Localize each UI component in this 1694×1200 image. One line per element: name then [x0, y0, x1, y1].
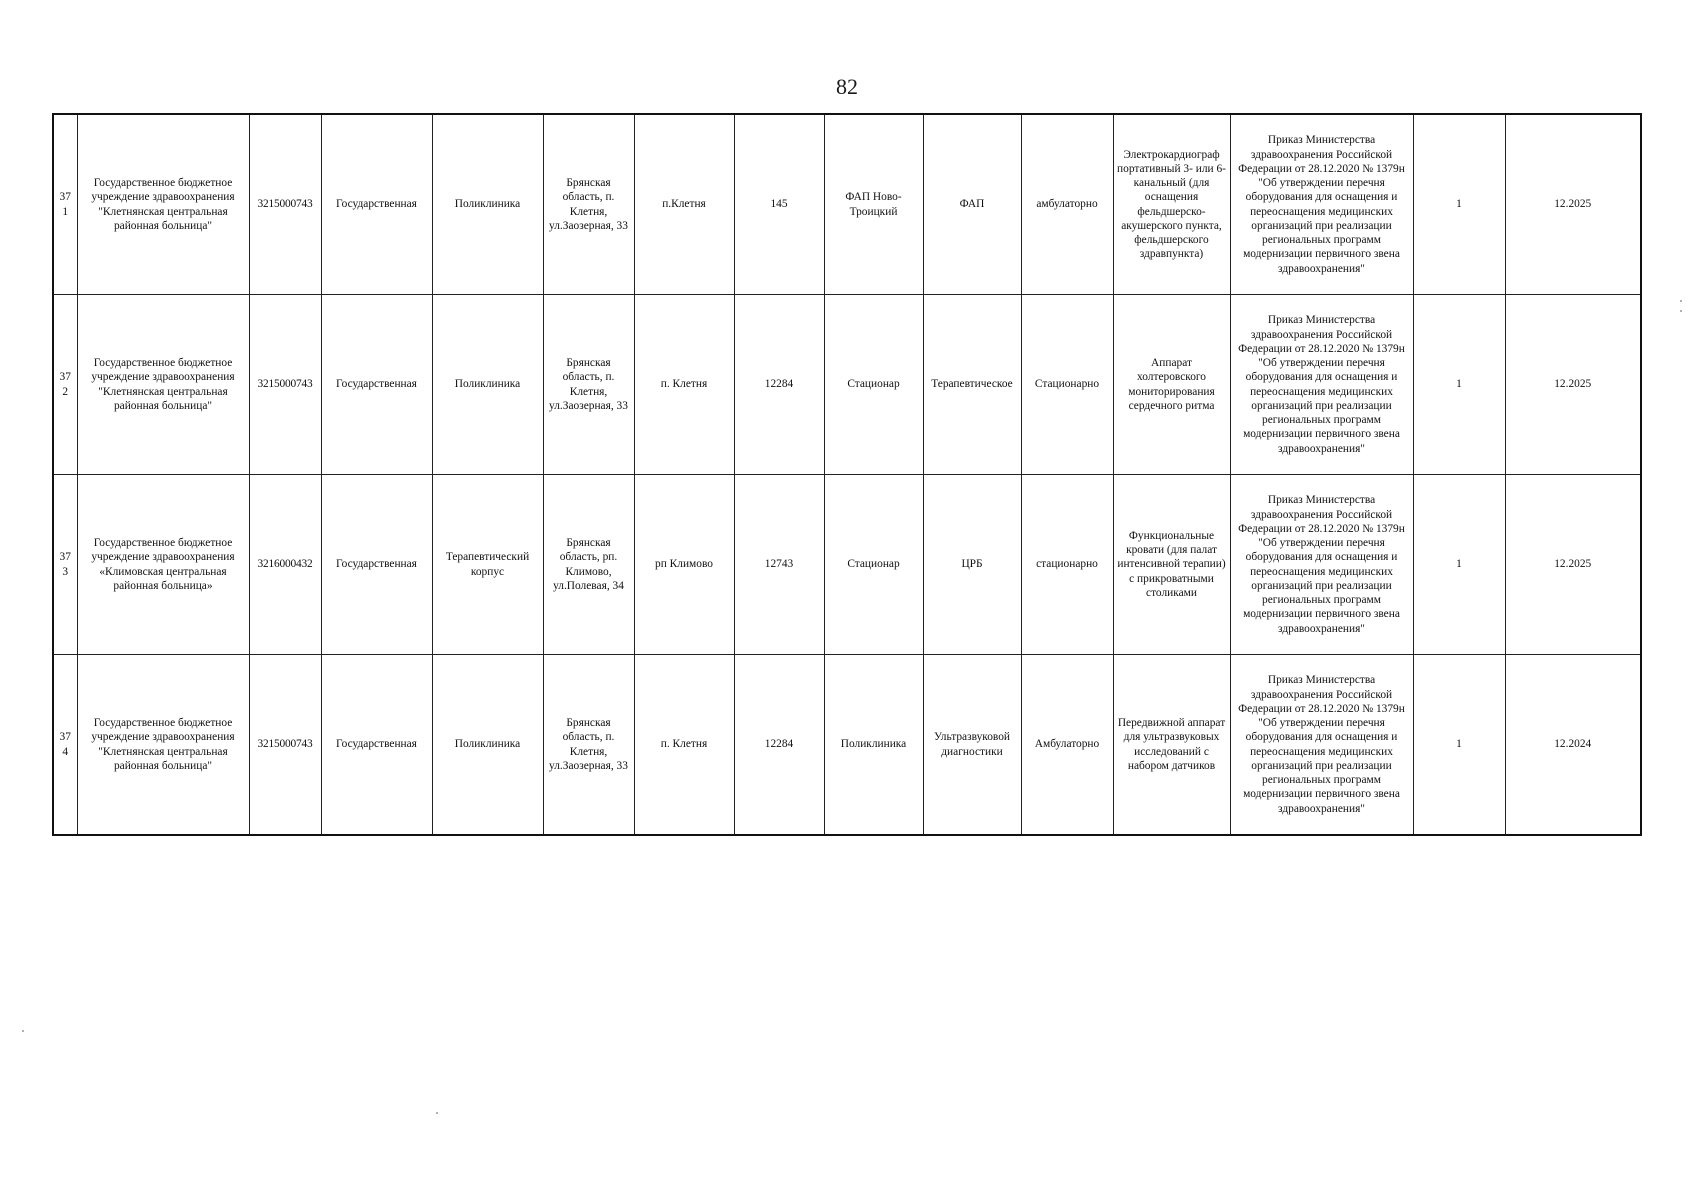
- ownership-type: Государственная: [321, 114, 432, 295]
- quantity: 1: [1413, 475, 1505, 655]
- inn-code: 3215000743: [249, 114, 321, 295]
- care-conditions: Стационарно: [1021, 295, 1113, 475]
- care-conditions: Амбулаторно: [1021, 655, 1113, 836]
- organization-name: Государственное бюджетное учреждение здравоохранения "Клетнянская центральная районная больница": [77, 114, 249, 295]
- locality: п. Клетня: [634, 295, 734, 475]
- quantity: 1: [1413, 114, 1505, 295]
- equipment-name: Функциональные кровати (для палат интенсивной терапии) с прикроватными столиками: [1113, 475, 1230, 655]
- locality: п. Клетня: [634, 655, 734, 836]
- ownership-type: Государственная: [321, 475, 432, 655]
- scan-speck: [436, 1112, 438, 1114]
- scan-speck: [1680, 310, 1682, 312]
- ownership-type: Государственная: [321, 655, 432, 836]
- address: Брянская область, п. Клетня, ул.Заозерная, 33: [543, 114, 634, 295]
- profile: ФАП: [923, 114, 1021, 295]
- legal-basis: Приказ Министерства здравоохранения Российской Федерации от 28.12.2020 № 1379н "Об утверждении перечня оборудования для оснащения и переоснащения медицинских организаций при реализации региональных программ модернизации первичного звена здравоохранения": [1230, 655, 1413, 836]
- row-number: 374: [53, 655, 77, 836]
- scan-speck: [1680, 300, 1682, 302]
- subdivision: ФАП Ново-Троицкий: [824, 114, 923, 295]
- quantity: 1: [1413, 295, 1505, 475]
- address: Брянская область, п. Клетня, ул.Заозерная, 33: [543, 655, 634, 836]
- legal-basis: Приказ Министерства здравоохранения Российской Федерации от 28.12.2020 № 1379н "Об утверждении перечня оборудования для оснащения и переоснащения медицинских организаций при реализации региональных программ модернизации первичного звена здравоохранения": [1230, 475, 1413, 655]
- equipment-table: [52, 113, 1642, 836]
- care-conditions: стационарно: [1021, 475, 1113, 655]
- facility-code: 145: [734, 114, 824, 295]
- organization-name: Государственное бюджетное учреждение здравоохранения "Клетнянская центральная районная больница": [77, 295, 249, 475]
- address: Брянская область, п. Клетня, ул.Заозерная, 33: [543, 295, 634, 475]
- equipment-name: Передвижной аппарат для ультразвуковых исследований с набором датчиков: [1113, 655, 1230, 836]
- table-row: [53, 295, 1641, 475]
- profile: Терапевтическое: [923, 295, 1021, 475]
- inn-code: 3215000743: [249, 295, 321, 475]
- ownership-type: Государственная: [321, 295, 432, 475]
- row-number: 371: [53, 114, 77, 295]
- care-conditions: амбулаторно: [1021, 114, 1113, 295]
- delivery-date: 12.2025: [1505, 295, 1641, 475]
- building-name: Поликлиника: [432, 655, 543, 836]
- delivery-date: 12.2025: [1505, 475, 1641, 655]
- locality: рп Климово: [634, 475, 734, 655]
- locality: п.Клетня: [634, 114, 734, 295]
- table-row: [53, 475, 1641, 655]
- subdivision: Стационар: [824, 295, 923, 475]
- inn-code: 3216000432: [249, 475, 321, 655]
- row-number: 373: [53, 475, 77, 655]
- organization-name: Государственное бюджетное учреждение здравоохранения «Климовская центральная районная больница»: [77, 475, 249, 655]
- equipment-name: Электрокардиограф портативный 3- или 6-канальный (для оснащения фельдшерско-акушерского пункта, фельдшерского здравпункта): [1113, 114, 1230, 295]
- table-body: [53, 114, 1641, 835]
- equipment-name: Аппарат холтеровского мониторирования сердечного ритма: [1113, 295, 1230, 475]
- facility-code: 12743: [734, 475, 824, 655]
- building-name: Терапевтический корпус: [432, 475, 543, 655]
- profile: ЦРБ: [923, 475, 1021, 655]
- scan-speck: [22, 1030, 24, 1032]
- organization-name: Государственное бюджетное учреждение здравоохранения "Клетнянская центральная районная больница": [77, 655, 249, 836]
- legal-basis: Приказ Министерства здравоохранения Российской Федерации от 28.12.2020 № 1379н "Об утверждении перечня оборудования для оснащения и переоснащения медицинских организаций при реализации региональных программ модернизации первичного звена здравоохранения": [1230, 295, 1413, 475]
- subdivision: Стационар: [824, 475, 923, 655]
- delivery-date: 12.2025: [1505, 114, 1641, 295]
- inn-code: 3215000743: [249, 655, 321, 836]
- table-row: [53, 655, 1641, 836]
- building-name: Поликлиника: [432, 295, 543, 475]
- facility-code: 12284: [734, 655, 824, 836]
- legal-basis: Приказ Министерства здравоохранения Российской Федерации от 28.12.2020 № 1379н "Об утверждении перечня оборудования для оснащения и переоснащения медицинских организаций при реализации региональных программ модернизации первичного звена здравоохранения": [1230, 114, 1413, 295]
- profile: Ультразвуковой диагностики: [923, 655, 1021, 836]
- facility-code: 12284: [734, 295, 824, 475]
- delivery-date: 12.2024: [1505, 655, 1641, 836]
- page-number: 82: [836, 74, 858, 99]
- building-name: Поликлиника: [432, 114, 543, 295]
- address: Брянская область, рп. Климово, ул.Полевая, 34: [543, 475, 634, 655]
- subdivision: Поликлиника: [824, 655, 923, 836]
- row-number: 372: [53, 295, 77, 475]
- table-row: [53, 114, 1641, 295]
- quantity: 1: [1413, 655, 1505, 836]
